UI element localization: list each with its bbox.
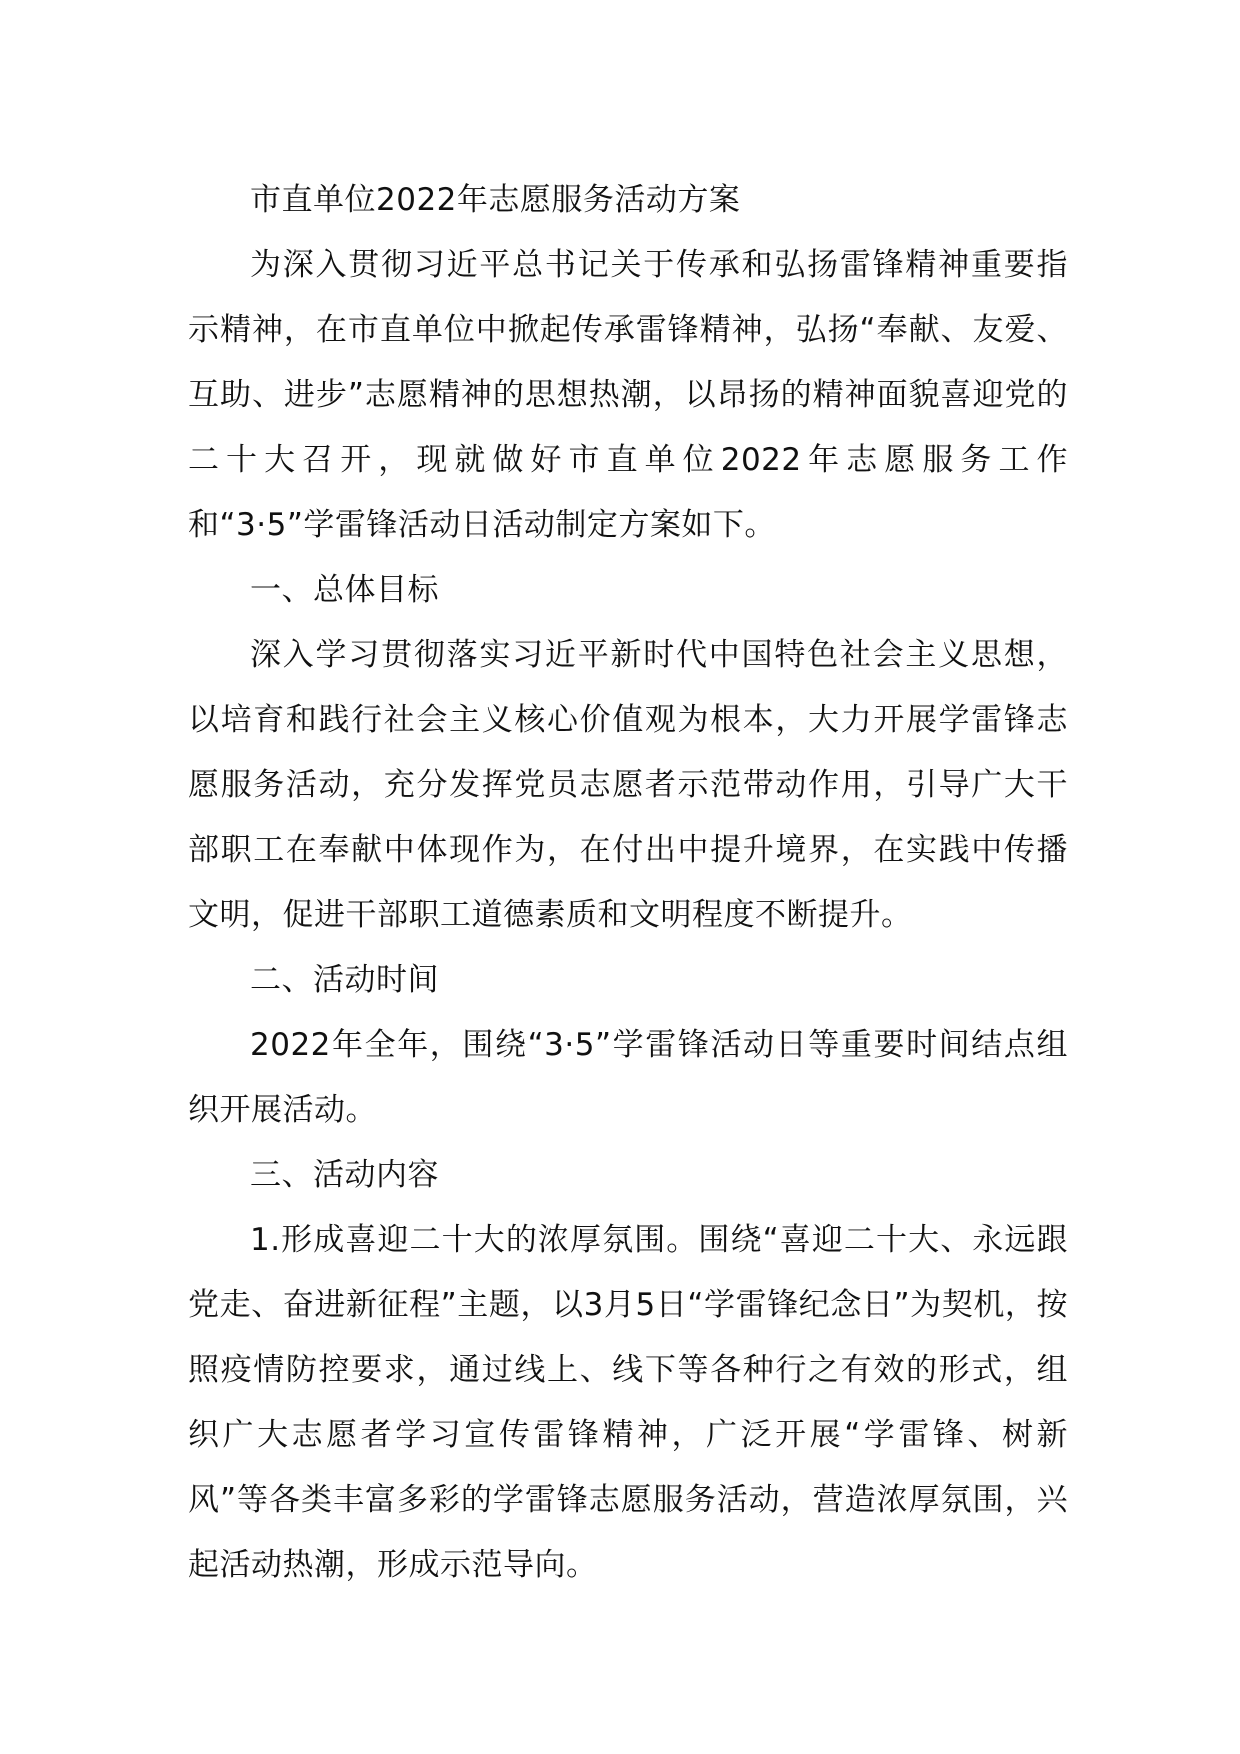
- section-heading-overall-goal: 一、总体目标: [250, 572, 439, 608]
- document-title: 市直单位2022年志愿服务活动方案: [250, 182, 741, 218]
- section-heading-activity-time: 二、活动时间: [250, 962, 439, 998]
- section-heading-activity-content: 三、活动内容: [250, 1157, 439, 1193]
- section-body-activity-time: 2022年全年，围绕“3·5”学雷锋活动日等重要时间结点组织开展活动。: [188, 1027, 1068, 1128]
- section-item-1: 1.形成喜迎二十大的浓厚氛围。围绕“喜迎二十大、永远跟党走、奋进新征程”主题，以3月5日“学雷锋纪念日”为契机，按照疫情防控要求，通过线上、线下等各种行之有效的形式，组织广大志愿者学习宣传雷锋精神，广泛开展“学雷锋、树新风”等各类丰富多彩的学雷锋志愿服务活动，营造浓厚氛围，兴起活动热潮，形成示范导向。: [188, 1222, 1068, 1583]
- document-body: [188, 168, 1068, 1598]
- section-body-overall-goal: 深入学习贯彻落实习近平新时代中国特色社会主义思想，以培育和践行社会主义核心价值观为根本，大力开展学雷锋志愿服务活动，充分发挥党员志愿者示范带动作用，引导广大干部职工在奉献中体现作为，在付出中提升境界，在实践中传播文明，促进干部职工道德素质和文明程度不断提升。: [188, 637, 1068, 933]
- intro-paragraph: 为深入贯彻习近平总书记关于传承和弘扬雷锋精神重要指示精神，在市直单位中掀起传承雷锋精神，弘扬“奉献、友爱、互助、进步”志愿精神的思想热潮，以昂扬的精神面貌喜迎党的二十大召开，现就做好市直单位2022年志愿服务工作和“3·5”学雷锋活动日活动制定方案如下。: [188, 247, 1068, 543]
